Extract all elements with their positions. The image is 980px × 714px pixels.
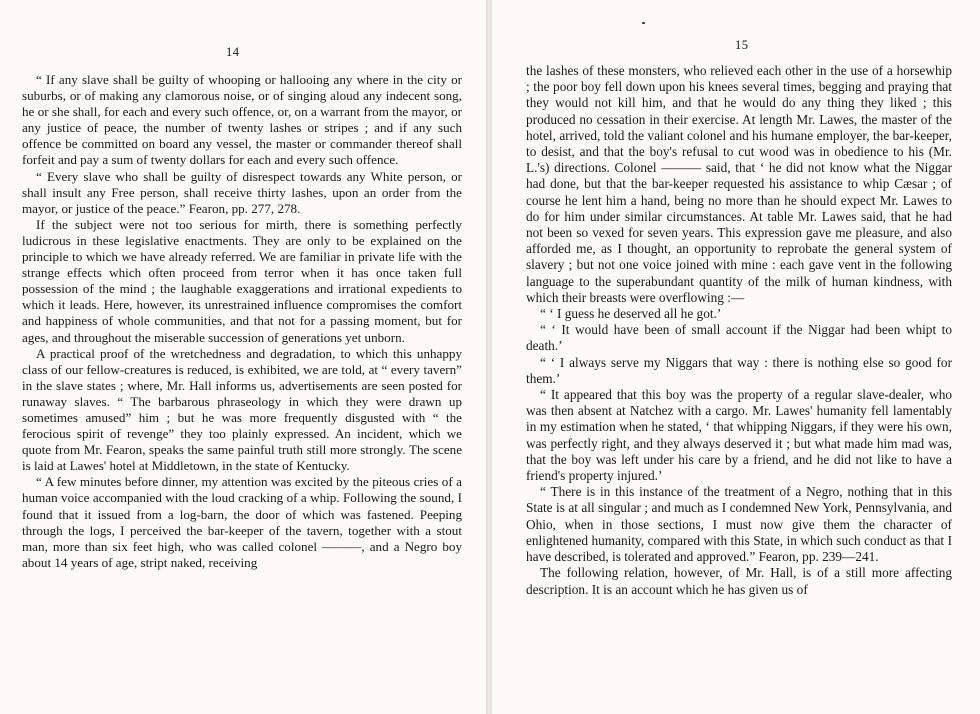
paragraph: “ It appeared that this boy was the property of a regular slave-dealer, who was then absent at Natchez with a cargo. Mr. Lawes' humanity fell lamentably in my estimation when he stated, ‘ that whipping Niggars, if they were his own, was perfectly right, and they always deserved it ; but what made him mad was, that the boy was left under his care by a friend, and he did not like to have a friend's property injured.’ (526, 387, 952, 484)
page-body (526, 63, 952, 598)
right-page (492, 0, 980, 714)
paragraph: A practical proof of the wretchedness and degradation, to which this unhappy class of our fellow-creatures is reduced, is exhibited, we are told, at “ every tavern” in the slave states ; where, Mr. Hall informs us, advertisements are seen posted for runaway slaves. “ The barbarous phraseology in which they were drawn up sometimes amused” him ; but he was more frequently disgusted with “ the ferocious spirit of revenge” they too plainly expressed. An incident, which we quote from Mr. Fearon, speaks the same painful truth still more strongly. The scene is laid at Lawes' hotel at Middletown, in the state of Kentucky. (22, 345, 462, 474)
paragraph: “ Every slave who shall be guilty of disrespect towards any White person, or shall insult any Free person, shall receive thirty lashes, upon an order from the mayor, or justice of the peace.” Fearon, pp. 277, 278. (22, 168, 462, 216)
paragraph: “ ‘ I guess he deserved all he got.’ (540, 306, 722, 322)
paragraph: If the subject were not too serious for mirth, there is something perfectly ludicrous in these legislative enactments. They are only to be explained on the principle to which we have already referred. We are familiar in private life with the strange effects which often proceed from terror when it has once taken full possession of the mind ; the laughable exaggerations and irrational expedients to which it leads. Here, however, its unrestrained influence compromises the comfort and happiness of whole communities, and that not for a passing moment, but for ages, and throughout the miserable succession of generations yet unborn. (22, 216, 462, 345)
paragraph: “ There is in this instance of the treatment of a Negro, nothing that in this State is at all singular ; and much as I condemned New York, Pennsylvania, and Ohio, when in those sections, I must now give them the character of enlightened humanity, compared with this State, in which such conduct as that I have described, is tolerated and approved.” Fearon, pp. 239—241. (526, 484, 952, 565)
paragraph: “ A few minutes before dinner, my attention was excited by the piteous cries of a human voice accompanied with the loud cracking of a whip. Following the sound, I found that it issued from a log-barn, the door of which was fastened. Peeping through the logs, I perceived the bar-keeper of the tavern, together with a stout man, more than six feet high, who was called colonel ———, and a Negro boy about 14 years of age, stript naked, receiving (22, 474, 462, 570)
paragraph: The following relation, however, of Mr. Hall, is of a still more affecting description. It is an account which he has given us of (526, 565, 952, 597)
paragraph: “ ‘ I always serve my Niggars that way : there is nothing else so good for them.’ (526, 354, 952, 386)
page-body (22, 72, 462, 571)
paragraph: the lashes of these monsters, who relieved each other in the use of a horsewhip ; the poor boy fell down upon his knees several times, begging and praying that they would not kill him, and that he would do any thing they liked ; this produced no cessation in their exercise. At length Mr. Lawes, the master of the hotel, arrived, told the valiant colonel and his humane employer, the bar-keeper, to desist, and that the boy's refusal to cut wood was in obedience to his (Mr. L.'s) directions. Colonel ——— said, that ‘ he did not know what the Niggar had done, but that the bar-keeper requested his assistance to whip Cæsar ; of course he lent him a hand, being no more than he should expect Mr. Lawes to do for him under similar circumstances. At table Mr. Lawes said, that he had not been so vexed for seven years. This expression gave me pleasure, and also afforded me, as I thought, an opportunity to reprobate the general system of slavery ; but not one voice joined with mine : each gave vent in the following language to the superabundant quantity of the milk of human kindness, with which their breasts were overflowing :— (526, 63, 952, 305)
page-number: 14 (226, 45, 240, 59)
left-page (0, 0, 486, 714)
page-number: 15 (735, 38, 749, 52)
paper-speck (642, 22, 645, 24)
paragraph: “ ‘ It would have been of small account if the Niggar had been whipt to death.’ (526, 322, 952, 354)
paragraph: “ If any slave shall be guilty of whooping or hallooing any where in the city or suburbs, or of making any clamorous noise, or of singing aloud any indecent song, he or she shall, for each and every such offence, or, on a warrant from the mayor, or any justice of peace, the number of twenty lashes or stripes ; and if any such offence be committed on board any vessel, the master or commander thereof shall forfeit and pay a sum of twenty dollars for each and every such offence. (22, 72, 462, 168)
